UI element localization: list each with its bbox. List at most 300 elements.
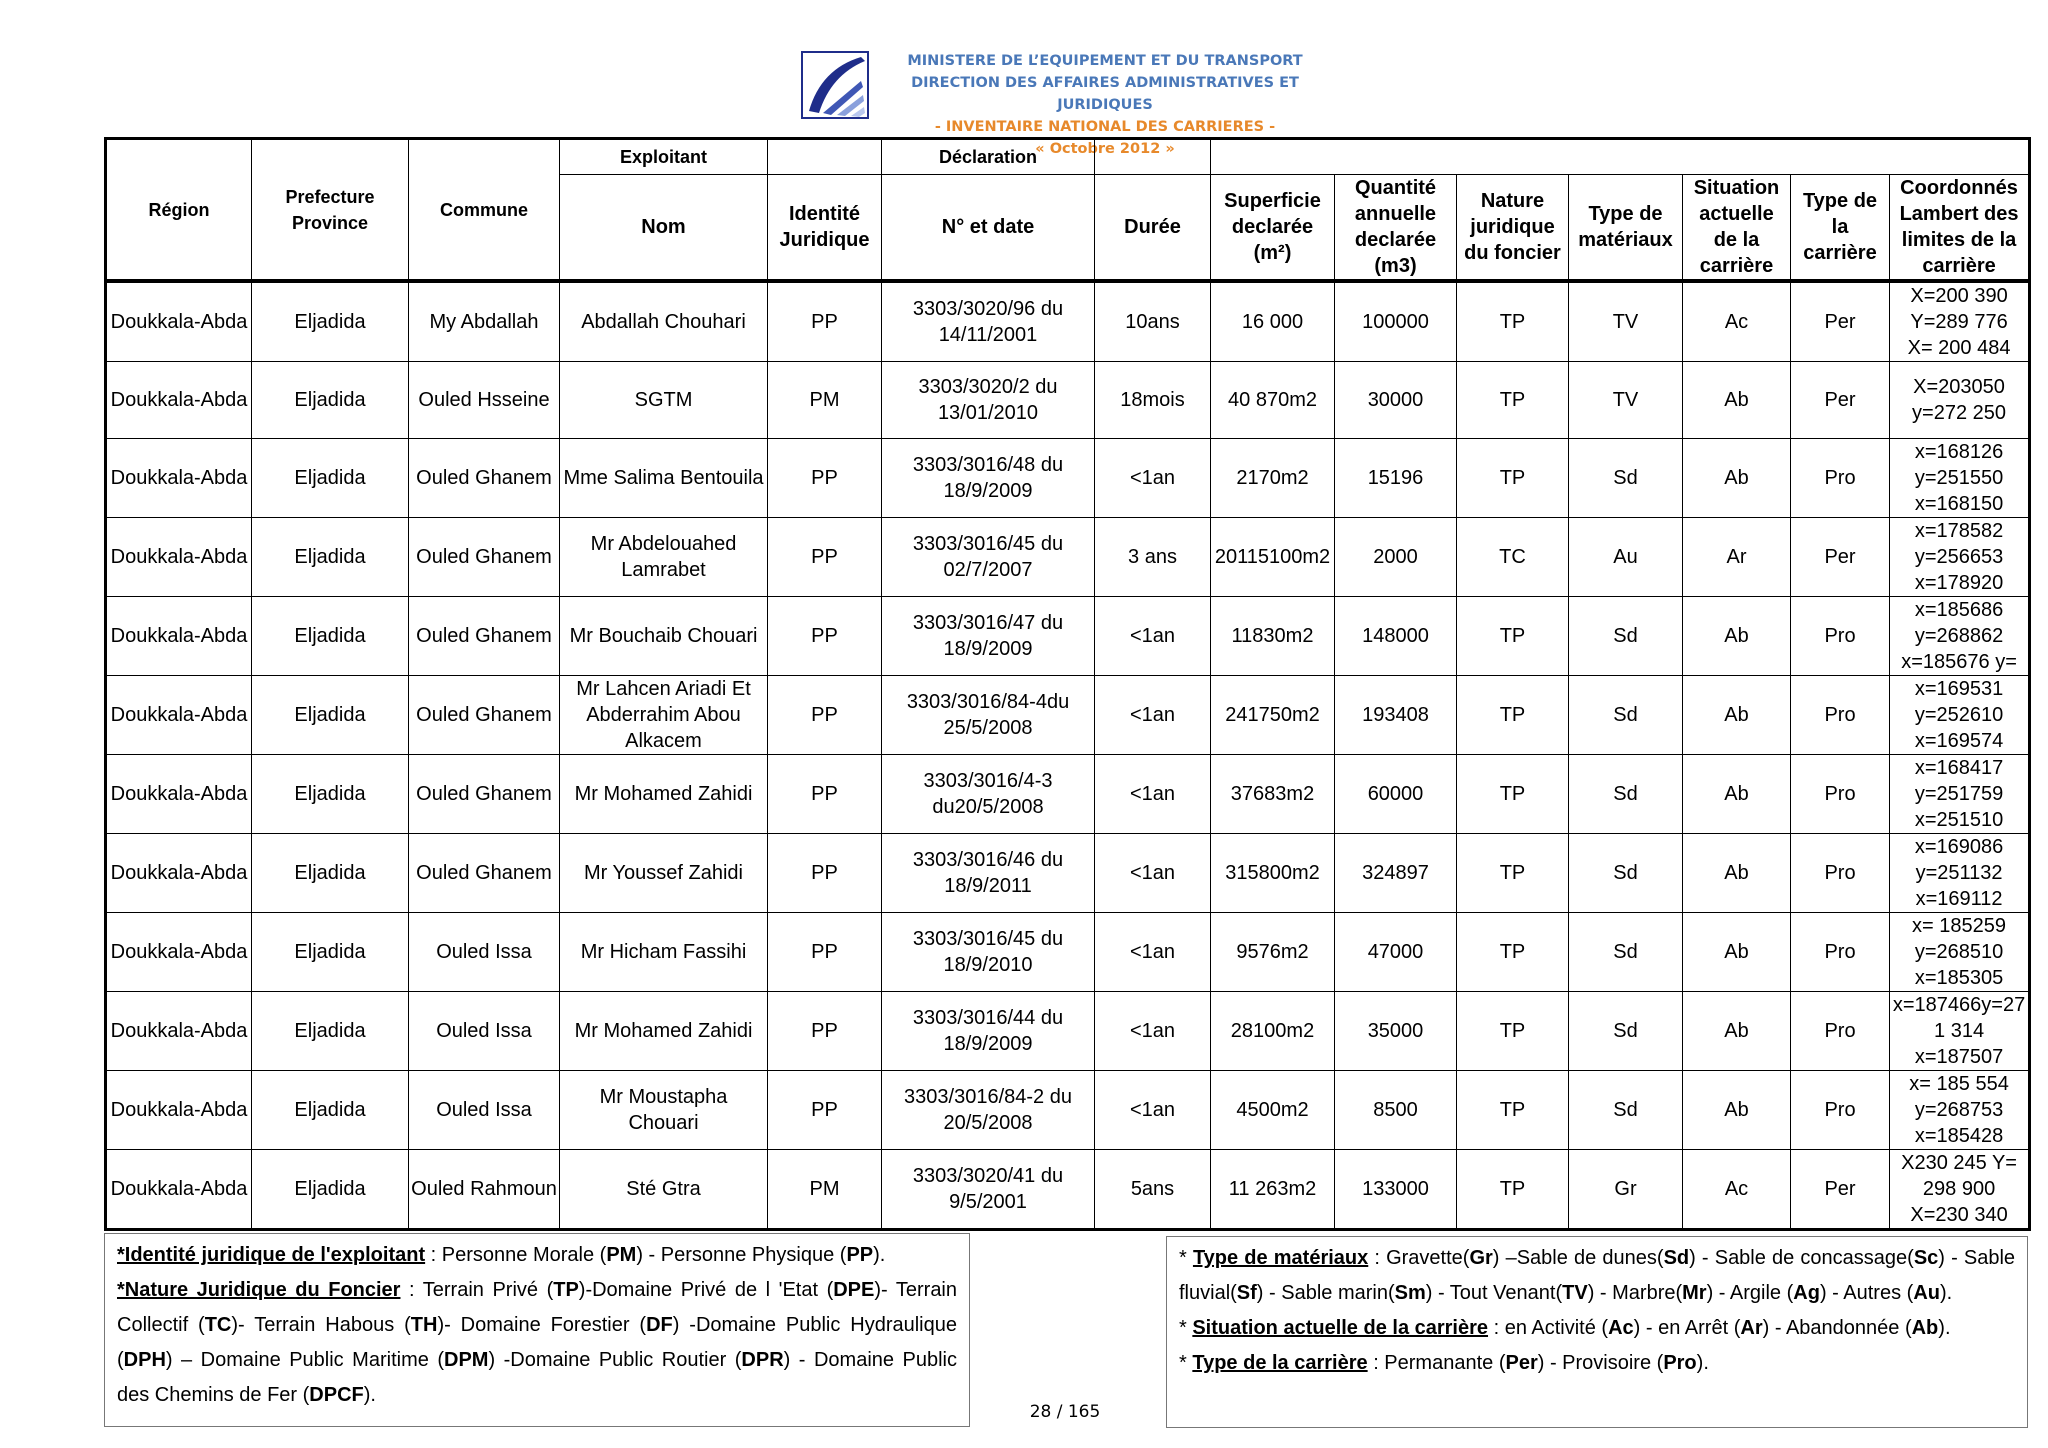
cell-situation: Ar	[1683, 518, 1791, 597]
cell-duree: <1an	[1095, 1071, 1211, 1150]
cell-nom: Mr Youssef Zahidi	[560, 834, 768, 913]
col-commune: Commune	[409, 139, 560, 282]
cell-nature: TP	[1457, 755, 1569, 834]
legend-code: TC	[204, 1314, 232, 1336]
legend-text: ) - Marbre(	[1587, 1282, 1683, 1304]
cell-identite: PP	[768, 676, 882, 755]
cell-commune: My Abdallah	[409, 281, 560, 362]
cell-commune: Ouled Hsseine	[409, 362, 560, 439]
legend-text: ) - Sable fluvial(	[1179, 1247, 2016, 1304]
cell-nature: TP	[1457, 281, 1569, 362]
legend-code: Au	[1913, 1282, 1940, 1304]
legend-text: ) - Tout Venant(	[1425, 1282, 1563, 1304]
legend-code: DF	[646, 1314, 673, 1336]
cell-nom: Mme Salima Bentouila	[560, 439, 768, 518]
table-body	[106, 281, 2030, 1230]
cell-nom: Mr Bouchaib Chouari	[560, 597, 768, 676]
cell-nom: Abdallah Chouhari	[560, 281, 768, 362]
header-inventory: - INVENTAIRE NATIONAL DES CARRIERES -	[934, 119, 1276, 135]
coord-line: 1 314	[1934, 1020, 1985, 1042]
legend-text: : Gravette(	[1368, 1247, 1470, 1269]
cell-duree: 5ans	[1095, 1150, 1211, 1230]
header-ministry: MINISTERE DE L’EQUIPEMENT ET DU TRANSPORT	[907, 53, 1303, 69]
coord-line: X230 245 Y=	[1901, 1152, 2017, 1174]
col-numero: N° et date	[882, 175, 1095, 282]
cell-identite: PP	[768, 1071, 882, 1150]
legend-text: : en Activité (	[1488, 1317, 1609, 1339]
cell-materiaux: Gr	[1569, 1150, 1683, 1230]
legend-materiaux	[1179, 1241, 2015, 1311]
table-row	[106, 281, 2030, 362]
coord-line: y=268510	[1914, 941, 2004, 963]
cell-superficie: 40 870m2	[1211, 362, 1335, 439]
cell-duree: <1an	[1095, 834, 1211, 913]
cell-quantite: 35000	[1335, 992, 1457, 1071]
coord-line: x=251510	[1914, 809, 2004, 831]
legend-text: ) –Sable de dunes(	[1492, 1247, 1664, 1269]
legend-code: TP	[553, 1279, 579, 1301]
cell-region: Doukkala-Abda	[106, 755, 252, 834]
table-row	[106, 1071, 2030, 1150]
cell-coordonnees	[1890, 834, 2030, 913]
cell-nom: Mr Hicham Fassihi	[560, 913, 768, 992]
group-blank-1	[768, 139, 882, 175]
legend-text: : Terrain Privé (	[400, 1279, 554, 1301]
group-declaration: Déclaration	[882, 139, 1095, 175]
cell-superficie: 28100m2	[1211, 992, 1335, 1071]
cell-coordonnees	[1890, 281, 2030, 362]
legend-type-carriere	[1179, 1346, 2015, 1381]
coord-line: x=168150	[1914, 493, 2004, 515]
coord-line: x=169531	[1914, 678, 2004, 700]
cell-coordonnees	[1890, 992, 2030, 1071]
col-duree: Durée	[1095, 175, 1211, 282]
group-blank-2	[1095, 139, 1211, 175]
cell-type-carriere: Pro	[1791, 913, 1890, 992]
legend-text: ) - Abandonnée (	[1762, 1317, 1912, 1339]
legend-type-title: Type de la carrière	[1192, 1352, 1368, 1374]
cell-region: Doukkala-Abda	[106, 992, 252, 1071]
coord-line: X=230 340	[1910, 1204, 2008, 1226]
col-identite: Identité Juridique	[768, 175, 882, 282]
coord-line: x=187507	[1914, 1046, 2004, 1068]
cell-materiaux: Sd	[1569, 913, 1683, 992]
cell-numero: 3303/3020/2 du 13/01/2010	[882, 362, 1095, 439]
cell-prefecture: Eljadida	[252, 1071, 409, 1150]
cell-prefecture: Eljadida	[252, 439, 409, 518]
cell-commune: Ouled Ghanem	[409, 597, 560, 676]
table-row	[106, 597, 2030, 676]
legend-right	[1166, 1236, 2028, 1428]
coord-line: x=187466y=27	[1892, 994, 2026, 1016]
cell-materiaux: Sd	[1569, 755, 1683, 834]
cell-region: Doukkala-Abda	[106, 1071, 252, 1150]
cell-quantite: 324897	[1335, 834, 1457, 913]
coord-line: x=169112	[1915, 888, 2003, 910]
coord-line: x=178582	[1914, 520, 2004, 542]
legend-code: Sf	[1236, 1282, 1257, 1304]
table-row	[106, 676, 2030, 755]
cell-materiaux: Au	[1569, 518, 1683, 597]
cell-type-carriere: Pro	[1791, 992, 1890, 1071]
cell-situation: Ab	[1683, 913, 1791, 992]
cell-numero: 3303/3016/48 du 18/9/2009	[882, 439, 1095, 518]
coord-line: x=168126	[1914, 441, 2004, 463]
cell-superficie: 11830m2	[1211, 597, 1335, 676]
coord-line: x=168417	[1914, 757, 2004, 779]
col-coordonnees: Coordonnés Lambert des limites de la carrière	[1890, 175, 2030, 282]
cell-type-carriere: Pro	[1791, 439, 1890, 518]
cell-identite: PP	[768, 755, 882, 834]
group-blank-3	[1211, 139, 2030, 175]
cell-nom: Mr Mohamed Zahidi	[560, 755, 768, 834]
cell-commune: Ouled Ghanem	[409, 755, 560, 834]
cell-nature: TP	[1457, 913, 1569, 992]
cell-materiaux: TV	[1569, 362, 1683, 439]
legend-text: ) -Domaine Public Routier (	[488, 1349, 742, 1371]
col-materiaux: Type de matériaux	[1569, 175, 1683, 282]
cell-identite: PP	[768, 281, 882, 362]
coord-line: 298 900	[1922, 1178, 1996, 1200]
table-row	[106, 1150, 2030, 1230]
cell-superficie: 315800m2	[1211, 834, 1335, 913]
col-region: Région	[106, 139, 252, 282]
legend-materiaux-title: Type de matériaux	[1192, 1247, 1369, 1269]
table-row	[106, 834, 2030, 913]
legend-code: PP	[846, 1244, 874, 1266]
legend-star: *	[1179, 1352, 1193, 1374]
cell-numero: 3303/3016/4-3 du20/5/2008	[882, 755, 1095, 834]
cell-numero: 3303/3020/96 du 14/11/2001	[882, 281, 1095, 362]
legend-text: ).	[1939, 1282, 1953, 1304]
cell-superficie: 11 263m2	[1211, 1150, 1335, 1230]
coord-line: y=268862	[1914, 625, 2004, 647]
cell-coordonnees	[1890, 913, 2030, 992]
col-type-carriere: Type de la carrière	[1791, 175, 1890, 282]
cell-region: Doukkala-Abda	[106, 913, 252, 992]
cell-type-carriere: Pro	[1791, 755, 1890, 834]
col-superficie: Superficie declarée (m²)	[1211, 175, 1335, 282]
coord-line: x=185676 y=	[1901, 651, 2017, 673]
table-row	[106, 439, 2030, 518]
cell-superficie: 241750m2	[1211, 676, 1335, 755]
cell-prefecture: Eljadida	[252, 518, 409, 597]
cell-nature: TC	[1457, 518, 1569, 597]
cell-quantite: 148000	[1335, 597, 1457, 676]
cell-commune: Ouled Ghanem	[409, 676, 560, 755]
cell-quantite: 15196	[1335, 439, 1457, 518]
coord-line: Y=289 776	[1910, 311, 2008, 333]
legend-code: Ar	[1740, 1317, 1763, 1339]
cell-coordonnees	[1890, 1150, 2030, 1230]
legend-code: Ac	[1608, 1317, 1634, 1339]
coord-line: x=185428	[1914, 1125, 2004, 1147]
ministry-logo-icon	[801, 51, 869, 119]
legend-code: Gr	[1469, 1247, 1493, 1269]
cell-quantite: 47000	[1335, 913, 1457, 992]
coord-line: y=251759	[1914, 783, 2004, 805]
cell-superficie: 9576m2	[1211, 913, 1335, 992]
cell-quantite: 60000	[1335, 755, 1457, 834]
cell-duree: 10ans	[1095, 281, 1211, 362]
cell-prefecture: Eljadida	[252, 676, 409, 755]
coord-line: X=203050	[1913, 376, 2005, 398]
cell-situation: Ab	[1683, 992, 1791, 1071]
legend-situation-title: Situation actuelle de la carrière	[1192, 1317, 1489, 1339]
table-row	[106, 755, 2030, 834]
legend-text: ).	[873, 1244, 886, 1266]
cell-coordonnees	[1890, 597, 2030, 676]
legend-code: Sm	[1394, 1282, 1426, 1304]
cell-type-carriere: Pro	[1791, 834, 1890, 913]
legend-code: Per	[1505, 1352, 1538, 1374]
legend-code: TV	[1562, 1282, 1588, 1304]
cell-coordonnees	[1890, 755, 2030, 834]
cell-nom: Sté Gtra	[560, 1150, 768, 1230]
legend-star: *	[1179, 1317, 1193, 1339]
cell-materiaux: Sd	[1569, 1071, 1683, 1150]
legend-nature	[117, 1273, 957, 1413]
cell-situation: Ac	[1683, 281, 1791, 362]
cell-coordonnees	[1890, 362, 2030, 439]
coord-line: x= 185 554	[1909, 1073, 2009, 1095]
table-row	[106, 992, 2030, 1071]
cell-commune: Ouled Rahmoun	[409, 1150, 560, 1230]
cell-identite: PP	[768, 913, 882, 992]
quarries-table	[104, 137, 2031, 1231]
cell-duree: 18mois	[1095, 362, 1211, 439]
cell-quantite: 193408	[1335, 676, 1457, 755]
cell-commune: Ouled Issa	[409, 1071, 560, 1150]
cell-identite: PP	[768, 439, 882, 518]
cell-situation: Ab	[1683, 439, 1791, 518]
legend-code: DPH	[123, 1349, 166, 1371]
legend-text: ) - Sable de concassage(	[1689, 1247, 1914, 1269]
cell-superficie: 2170m2	[1211, 439, 1335, 518]
coord-line: X=200 390	[1910, 285, 2008, 307]
cell-identite: PP	[768, 518, 882, 597]
legend-situation	[1179, 1311, 2015, 1346]
cell-situation: Ab	[1683, 755, 1791, 834]
cell-identite: PM	[768, 362, 882, 439]
cell-coordonnees	[1890, 518, 2030, 597]
coord-line: x=178920	[1914, 572, 2004, 594]
cell-materiaux: Sd	[1569, 439, 1683, 518]
cell-nature: TP	[1457, 1150, 1569, 1230]
table-row	[106, 362, 2030, 439]
header-date: « Octobre 2012 »	[1035, 141, 1175, 157]
cell-prefecture: Eljadida	[252, 834, 409, 913]
cell-nom: Mr Abdelouahed Lamrabet	[560, 518, 768, 597]
legend-text: ).	[1696, 1352, 1709, 1374]
col-quantite: Quantité annuelle declarée (m3)	[1335, 175, 1457, 282]
cell-numero: 3303/3016/45 du 18/9/2010	[882, 913, 1095, 992]
cell-nom: Mr Moustapha Chouari	[560, 1071, 768, 1150]
coord-line: y=251550	[1914, 467, 2004, 489]
col-prefecture: Prefecture Province	[252, 139, 409, 282]
cell-nom: Mr Lahcen Ariadi Et Abderrahim Abou Alkacem	[560, 676, 768, 755]
cell-prefecture: Eljadida	[252, 1150, 409, 1230]
cell-situation: Ab	[1683, 597, 1791, 676]
cell-identite: PP	[768, 834, 882, 913]
cell-materiaux: Sd	[1569, 676, 1683, 755]
cell-region: Doukkala-Abda	[106, 834, 252, 913]
cell-commune: Ouled Ghanem	[409, 834, 560, 913]
cell-identite: PM	[768, 1150, 882, 1230]
cell-duree: 3 ans	[1095, 518, 1211, 597]
cell-numero: 3303/3016/84-4du 25/5/2008	[882, 676, 1095, 755]
cell-nature: TP	[1457, 992, 1569, 1071]
cell-numero: 3303/3020/41 du 9/5/2001	[882, 1150, 1095, 1230]
cell-region: Doukkala-Abda	[106, 281, 252, 362]
cell-coordonnees	[1890, 1071, 2030, 1150]
coord-line: y=252610	[1914, 704, 2004, 726]
legend-text: )- Domaine Forestier (	[437, 1314, 647, 1336]
coord-line: x=169086	[1914, 836, 2004, 858]
cell-commune: Ouled Issa	[409, 992, 560, 1071]
coord-line: x=169574	[1914, 730, 2004, 752]
cell-nom: Mr Mohamed Zahidi	[560, 992, 768, 1071]
coord-line: x=185686	[1914, 599, 2004, 621]
cell-commune: Ouled Ghanem	[409, 518, 560, 597]
group-exploitant: Exploitant	[560, 139, 768, 175]
cell-nature: TP	[1457, 439, 1569, 518]
cell-situation: Ab	[1683, 676, 1791, 755]
cell-prefecture: Eljadida	[252, 597, 409, 676]
legend-text: ) - Autres (	[1819, 1282, 1914, 1304]
cell-region: Doukkala-Abda	[106, 676, 252, 755]
cell-superficie: 16 000	[1211, 281, 1335, 362]
cell-duree: <1an	[1095, 439, 1211, 518]
cell-situation: Ab	[1683, 834, 1791, 913]
legend-text: ) - Domaine Public des Chemins de Fer (	[117, 1349, 957, 1406]
legend-code: PM	[606, 1244, 637, 1266]
legend-code: DPM	[444, 1349, 489, 1371]
cell-type-carriere: Per	[1791, 362, 1890, 439]
cell-prefecture: Eljadida	[252, 755, 409, 834]
cell-prefecture: Eljadida	[252, 992, 409, 1071]
cell-region: Doukkala-Abda	[106, 597, 252, 676]
legend-identite	[117, 1238, 957, 1273]
cell-region: Doukkala-Abda	[106, 1150, 252, 1230]
cell-superficie: 20115100m2	[1211, 518, 1335, 597]
cell-prefecture: Eljadida	[252, 362, 409, 439]
legend-code: DPCF	[309, 1384, 364, 1406]
cell-materiaux: Sd	[1569, 834, 1683, 913]
col-nom: Nom	[560, 175, 768, 282]
cell-materiaux: Sd	[1569, 992, 1683, 1071]
cell-quantite: 30000	[1335, 362, 1457, 439]
cell-coordonnees	[1890, 676, 2030, 755]
cell-identite: PP	[768, 992, 882, 1071]
cell-duree: <1an	[1095, 676, 1211, 755]
legend-code: Mr	[1682, 1282, 1707, 1304]
cell-numero: 3303/3016/46 du 18/9/2011	[882, 834, 1095, 913]
header-direction: DIRECTION DES AFFAIRES ADMINISTRATIVES ET JURIDIQUES	[911, 75, 1299, 113]
legend-text: ) -Domaine Public Hydraulique (	[117, 1314, 957, 1371]
legend-code: Pro	[1663, 1352, 1697, 1374]
legend-text: ) – Domaine Public Maritime (	[165, 1349, 445, 1371]
cell-prefecture: Eljadida	[252, 913, 409, 992]
cell-region: Doukkala-Abda	[106, 518, 252, 597]
cell-identite: PP	[768, 597, 882, 676]
cell-numero: 3303/3016/47 du 18/9/2009	[882, 597, 1095, 676]
cell-nature: TP	[1457, 597, 1569, 676]
cell-prefecture: Eljadida	[252, 281, 409, 362]
cell-type-carriere: Per	[1791, 518, 1890, 597]
cell-type-carriere: Pro	[1791, 676, 1890, 755]
legend-code: Sc	[1913, 1247, 1939, 1269]
coord-line: y=268753	[1914, 1099, 2004, 1121]
cell-region: Doukkala-Abda	[106, 439, 252, 518]
cell-duree: <1an	[1095, 913, 1211, 992]
coord-line: X= 200 484	[1907, 337, 2011, 359]
coord-line: y=272 250	[1912, 402, 2007, 424]
table-row	[106, 518, 2030, 597]
cell-superficie: 4500m2	[1211, 1071, 1335, 1150]
cell-nature: TP	[1457, 362, 1569, 439]
legend-text: )-Domaine Privé de l 'Etat (	[578, 1279, 834, 1301]
legend-nature-title: *Nature Juridique du Foncier	[117, 1279, 401, 1301]
legend-text: : Permanante (	[1367, 1352, 1506, 1374]
cell-nature: TP	[1457, 834, 1569, 913]
cell-duree: <1an	[1095, 755, 1211, 834]
cell-duree: <1an	[1095, 597, 1211, 676]
cell-quantite: 2000	[1335, 518, 1457, 597]
cell-situation: Ab	[1683, 362, 1791, 439]
legend-identite-title: *Identité juridique de l'exploitant	[117, 1244, 426, 1266]
legend-star: *	[1179, 1247, 1193, 1269]
cell-commune: Ouled Issa	[409, 913, 560, 992]
legend-text: ).	[363, 1384, 376, 1406]
legend-text: ) - Personne Physique (	[636, 1244, 847, 1266]
cell-region: Doukkala-Abda	[106, 362, 252, 439]
legend-code: DPE	[833, 1279, 875, 1301]
legend-left	[104, 1233, 970, 1427]
cell-duree: <1an	[1095, 992, 1211, 1071]
cell-type-carriere: Per	[1791, 281, 1890, 362]
cell-materiaux: TV	[1569, 281, 1683, 362]
cell-numero: 3303/3016/84-2 du 20/5/2008	[882, 1071, 1095, 1150]
col-situation: Situation actuelle de la carrière	[1683, 175, 1791, 282]
legend-text: ) - Provisoire (	[1537, 1352, 1664, 1374]
legend-code: DPR	[741, 1349, 784, 1371]
legend-text: ) - Argile (	[1706, 1282, 1794, 1304]
page-number: 28 / 165	[1029, 1402, 1101, 1422]
coord-line: x=185305	[1914, 967, 2004, 989]
cell-type-carriere: Pro	[1791, 1071, 1890, 1150]
coord-line: y=256653	[1914, 546, 2004, 568]
cell-numero: 3303/3016/44 du 18/9/2009	[882, 992, 1095, 1071]
coord-line: x= 185259	[1912, 915, 2007, 937]
legend-code: Sd	[1663, 1247, 1690, 1269]
legend-text: )- Terrain Habous (	[231, 1314, 411, 1336]
legend-code: Ab	[1911, 1317, 1939, 1339]
cell-materiaux: Sd	[1569, 597, 1683, 676]
cell-nom: SGTM	[560, 362, 768, 439]
coord-line: y=251132	[1915, 862, 2003, 884]
cell-quantite: 133000	[1335, 1150, 1457, 1230]
cell-quantite: 100000	[1335, 281, 1457, 362]
cell-nature: TP	[1457, 1071, 1569, 1150]
cell-commune: Ouled Ghanem	[409, 439, 560, 518]
cell-situation: Ab	[1683, 1071, 1791, 1150]
cell-nature: TP	[1457, 676, 1569, 755]
legend-text: )- Terrain Collectif (	[117, 1279, 958, 1336]
legend-text: ) - en Arrêt (	[1633, 1317, 1741, 1339]
legend-text: : Personne Morale (	[425, 1244, 607, 1266]
legend-text: ).	[1938, 1317, 1951, 1339]
